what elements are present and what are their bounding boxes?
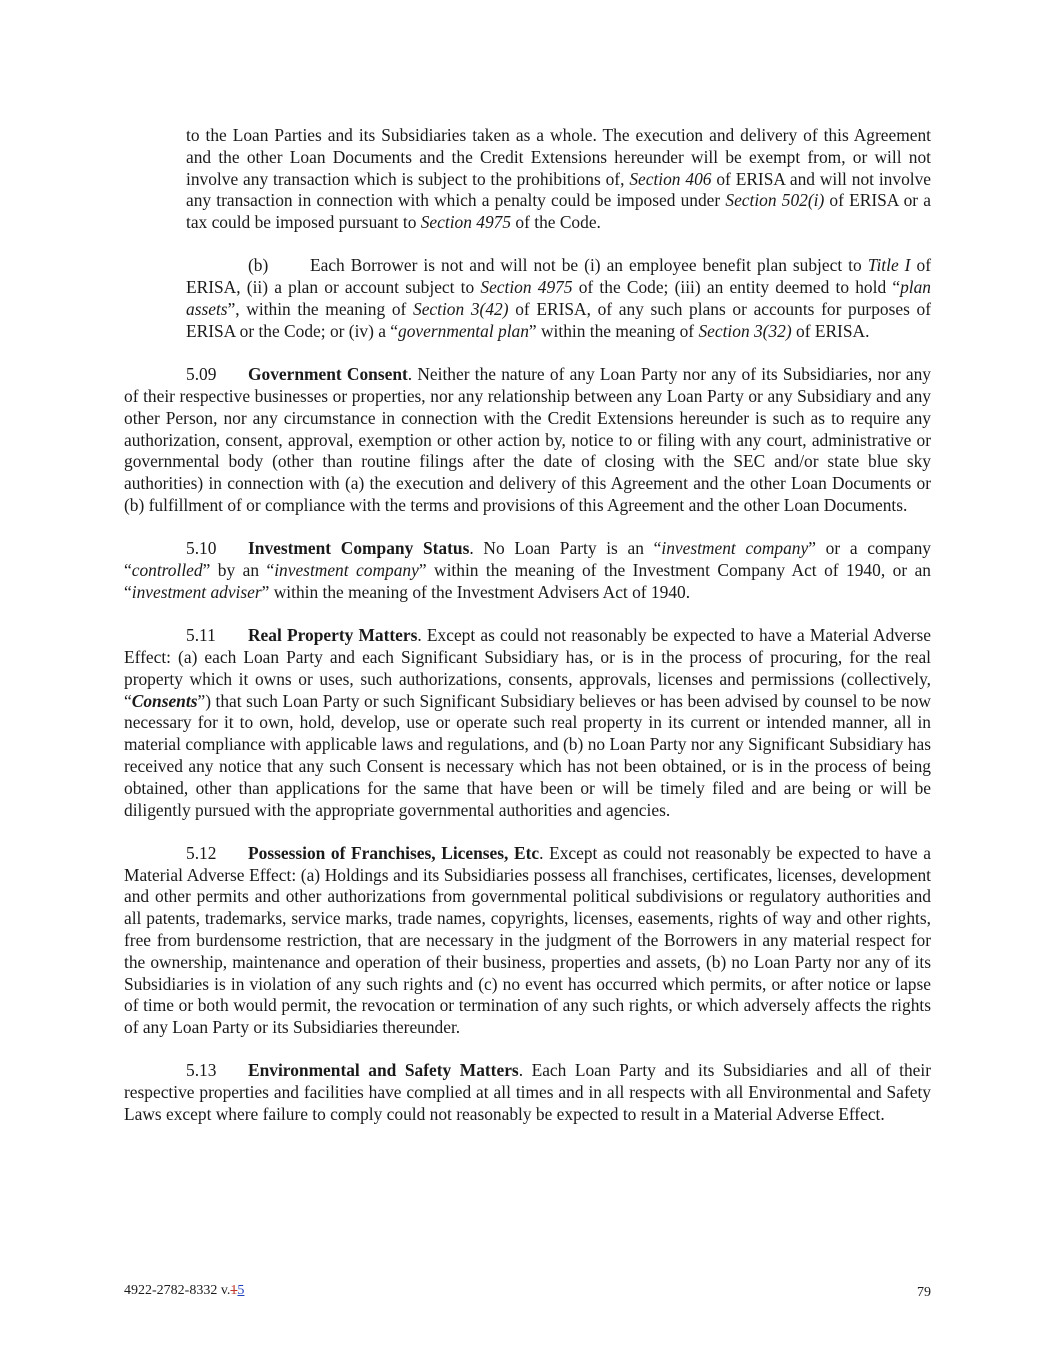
section-5-13 [124,1060,931,1125]
text: controlled [131,560,203,581]
section-5-11 [124,625,931,821]
erisa-paragraph-b [186,255,931,342]
section-number: 5.10 [186,538,217,559]
text: Section 3(42) [413,299,509,320]
section-text: . Each Loan Party and its Subsidiaries and all of their respective properties and facilities have complied at all times and in all respects with all Environmental and Safety Laws except where failure to comply could not reasonably be expected to result in a Material Adverse Effect. [124,1060,932,1125]
text: ” within the meaning of [528,320,699,341]
text: plan assets [186,277,931,320]
section-5-10 [124,538,931,603]
section-number: 5.11 [186,625,216,646]
erisa-paragraph-a-continued [186,125,931,234]
text: ”, within the meaning of [227,299,413,320]
text: of ERISA, of any such plans or accounts for purposes of ERISA or the Code; or (iv) a “ [186,299,931,341]
text: of ERISA, (ii) a plan or account subject to [186,255,931,298]
defined-term: Consents [131,690,198,711]
section-heading: Possession of Franchises, Licenses, Etc [248,842,540,863]
text: . No Loan Party is an “ [469,538,662,559]
text: . Except as could not reasonably be expected to have a Material Adverse Effect: (a) each Loan Party and each Significant Subsidiary has, or is in the process of procuring, for the real property which it owns or uses, such authorizations, consents, approvals, licenses and permissions (collectively, “ [124,625,932,711]
text: governmental plan [398,320,529,341]
text: to the Loan Parties and its Subsidiaries taken as a whole. The execution and delivery of this Agreement and the other Loan Documents and the Credit Extensions hereunder will be exempt from, or will not involve any transaction which is subject to the prohibitions of, [186,125,931,189]
section-heading: Environmental and Safety Matters [248,1060,519,1081]
section-text: . Except as could not reasonably be expected to have a Material Adverse Effect: (a) Holdings and its Subsidiaries possess all franchises, certificates, licenses, development and other permits and other authorizations from governmental political subdivisions or regulatory authorities and all patents, trademarks, service marks, trade names, copyrights, licenses, easements, rights of way and other rights, free from burdensome restriction, that are necessary in the judgment of the Borrowers in any material respect for the ownership, maintenance and operation of their business, properties and assets, (b) no Loan Party nor any of its Subsidiaries is in violation of any such rights and (c) no event has occurred which permits, or after notice or lapse of time or both would permit, the revocation or termination of any such rights, or which adversely affects the rights of any Loan Party or its Subsidiaries thereunder. [124,842,931,1038]
page-number: 79 [917,1285,931,1300]
footer-document-id [124,1282,244,1300]
text: of the Code. [511,212,601,233]
text: ” within the meaning of the Investment Advisers Act of 1940. [261,581,691,602]
text: ” within the meaning of the Investment Company Act of 1940, or an “ [124,560,931,602]
text: Section 4975 [480,277,573,298]
section-number: 5.09 [186,364,217,385]
section-heading: Investment Company Status [248,538,470,559]
section-heading: Real Property Matters [248,625,418,646]
section-heading: Government Consent [248,364,408,385]
section-5-12 [124,843,931,1039]
section-text: . Neither the nature of any Loan Party nor any of its Subsidiaries, nor any of their respective businesses or properties, nor any relationship between any Loan Party or any Subsidiary and any other Person, nor any circumstance in connection with the Credit Extensions hereunder is such as to require any authorization, consent, approval, exemption or other action by, notice to or filing with any court, administrative or governmental body (other than routine filings after the date of closing with the SEC and/or state blue sky authorities) in connection with (a) the execution and delivery of this Agreement and the other Loan Documents or (b) fulfillment of or compliance with the terms and provisions of this Agreement and the other Loan Documents. [124,364,931,515]
text: Section 4975 [420,212,512,233]
paragraph-number: (b) [248,255,269,276]
section-number: 5.13 [186,1060,217,1081]
text: of ERISA. [791,320,870,341]
text: of the Code; (iii) an entity deemed to hold “ [572,277,901,298]
text: ”) that such Loan Party or such Significant Subsidiary believes or has been advised by counsel to be now necessary for it to own, hold, develop, use or operate such real property in its current or intended manner, all in material compliance with applicable laws and regulations, and (b) no Loan Party nor any Significant Subsidiary has received any notice that any such Consent is necessary which has not been obtained, or is in the process of being obtained, other than applications for the same that have been or will be timely filed and are being or will be diligently pursued with the appropriate governmental authorities and agencies. [124,690,931,820]
text: investment company [661,538,809,559]
text: Section 406 [629,168,712,189]
section-5-09 [124,364,931,517]
version-deleted: 1 [230,1283,238,1298]
version-inserted: 5 [237,1283,245,1298]
text: of ERISA or a tax could be imposed pursuant to [186,190,931,233]
text: Section 502(i) [725,190,825,211]
doc-id: 4922-2782-8332 v. [124,1283,231,1298]
text: of ERISA and will not involve any transaction in connection with which a penalty could be imposed under [186,168,932,211]
text: ” by an “ [202,560,275,581]
text: investment adviser [131,581,262,602]
text: ” or a company “ [124,538,931,581]
text: Each Borrower is not and will not be (i) an employee benefit plan subject to [310,255,868,276]
text: Section 3(32) [698,320,792,341]
text: investment company [274,560,419,581]
section-number: 5.12 [186,842,217,863]
document-body [124,125,931,1147]
text: Title I [867,255,911,276]
